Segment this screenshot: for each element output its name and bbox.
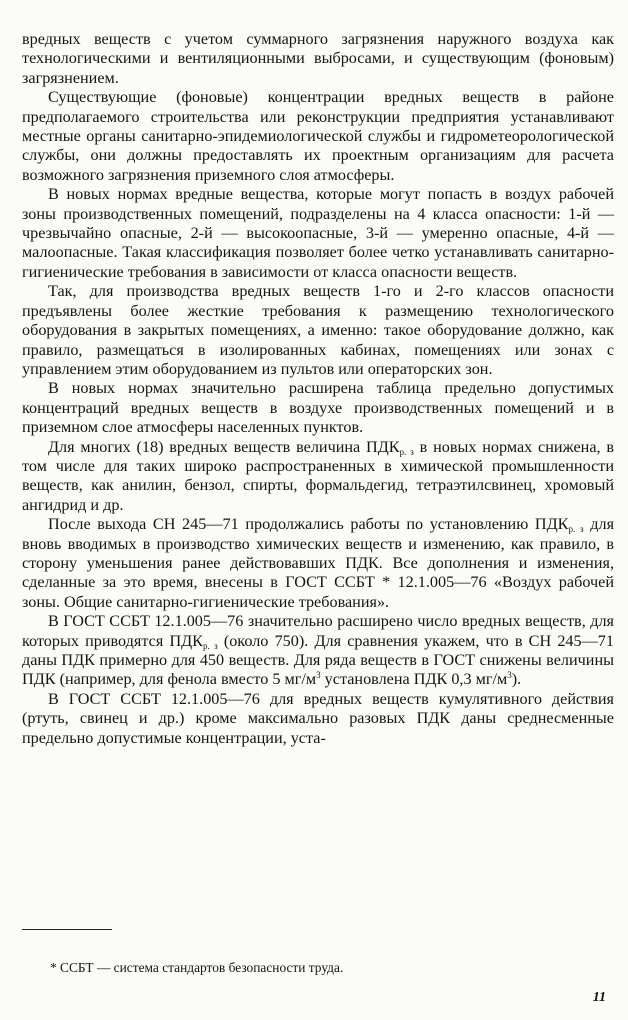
paragraph-5-part-b: в новых нормах снижена, в том числе для таких широко распространенных в химической промышленности веществ, как анилин, бензол, спирты, формальдегид, тетраэтилсвинец, хромовый ангидрид и др. bbox=[22, 437, 615, 514]
pdk-subscript: р. з bbox=[399, 446, 414, 457]
paragraph-5 bbox=[22, 438, 614, 516]
paragraph-7-part-a: В ГОСТ ССБТ 12.1.005—76 значительно расширено число вредных веществ, для которых приводятся ПДК bbox=[22, 612, 614, 650]
paragraph-5-part-a: Для многих (18) вредных веществ величина ПДК bbox=[48, 437, 400, 456]
paragraph-6-part-b: для вновь вводимых в производство химических веществ и изменению, как правило, в сторону уменьшения ранее действовавших ПДК. Все дополнения и изменения, сделанные за это время, внесены в ГОСТ ССБТ * 12.1.005—76 «Воздух рабочей зоны. Общие санитарно-гигиенические требования». bbox=[22, 515, 615, 611]
paragraph-8: В ГОСТ ССБТ 12.1.005—76 для вредных веществ кумулятивного действия (ртуть, свинец и др.) кроме максимально разовых ПДК даны среднесменные предельно допустимые концентрации, уста- bbox=[22, 689, 614, 747]
paragraph-7-part-b: (около 750). Для сравнения укажем, что в СН 245—71 даны ПДК примерно для 450 веществ. Для ряда веществ в ГОСТ снижены величины ПДК (например, для фенола вместо 5 мг/м bbox=[22, 631, 614, 689]
paragraph-7-part-d: ). bbox=[511, 670, 522, 689]
body-text bbox=[22, 30, 614, 748]
page-number: 11 bbox=[592, 990, 606, 1005]
footnote: * ССБТ — система стандартов безопасности труда. bbox=[50, 960, 344, 975]
footnote-divider bbox=[22, 929, 112, 930]
cubic-superscript: 3 bbox=[316, 670, 321, 681]
pdk-subscript: р. з bbox=[568, 524, 584, 535]
paragraph-1: Существующие (фоновые) концентрации вредных веществ в районе предполагаемого строительства или реконструкции предприятия устанавливают местные органы санитарно-эпидемиологической службы и гидрометеорологической службы, они должны предоставлять их проектным организациям для расчета возможного загрязнения приземного слоя атмосферы. bbox=[22, 88, 614, 184]
paragraph-0: вредных веществ с учетом суммарного загрязнения наружного воздуха как технологическими и вентиляционными выбросами, и существующим (фоновым) загрязнением. bbox=[22, 30, 614, 87]
paragraph-4 bbox=[22, 379, 614, 437]
paragraph-6-part-a: После выхода СН 245—71 продолжались работы по установлению ПДК bbox=[48, 515, 569, 534]
paragraph-7-part-c: установлена ПДК 0,3 мг/м bbox=[324, 670, 508, 689]
paragraph-2: В новых нормах вредные вещества, которые могут попасть в воздух рабочей зоны производственных помещений, подразделены на 4 класса опасности: 1-й — чрезвычайно опасные, 2-й — высокоопасные, 3-й — умеренно опасные, 4-й — малоопасные. Такая классификация позволяет более четко устанавливать санитарно-гигиенические требования в зависимости от класса опасности веществ. bbox=[22, 185, 614, 281]
paragraph-4-text: В новых нормах значительно расширена таблица предельно допустимых концентраций вредных веществ в воздухе производственных помещений и в приземном слое атмосферы населенных пунктов. bbox=[22, 379, 614, 437]
pdk-subscript: р. з bbox=[202, 640, 218, 651]
paragraph-7 bbox=[22, 612, 614, 690]
cubic-superscript: 3 bbox=[507, 670, 512, 681]
paragraph-6 bbox=[22, 515, 614, 612]
paragraph-3: Так, для производства вредных веществ 1-го и 2-го классов опасности предъявлены более жесткие требования к размещению технологического оборудования в закрытых помещениях, а именно: такое оборудование должно, как правило, размещаться в изолированных кабинах, помещениях или зонах с управлением этим оборудованием из пультов или операторских зон. bbox=[22, 282, 614, 378]
